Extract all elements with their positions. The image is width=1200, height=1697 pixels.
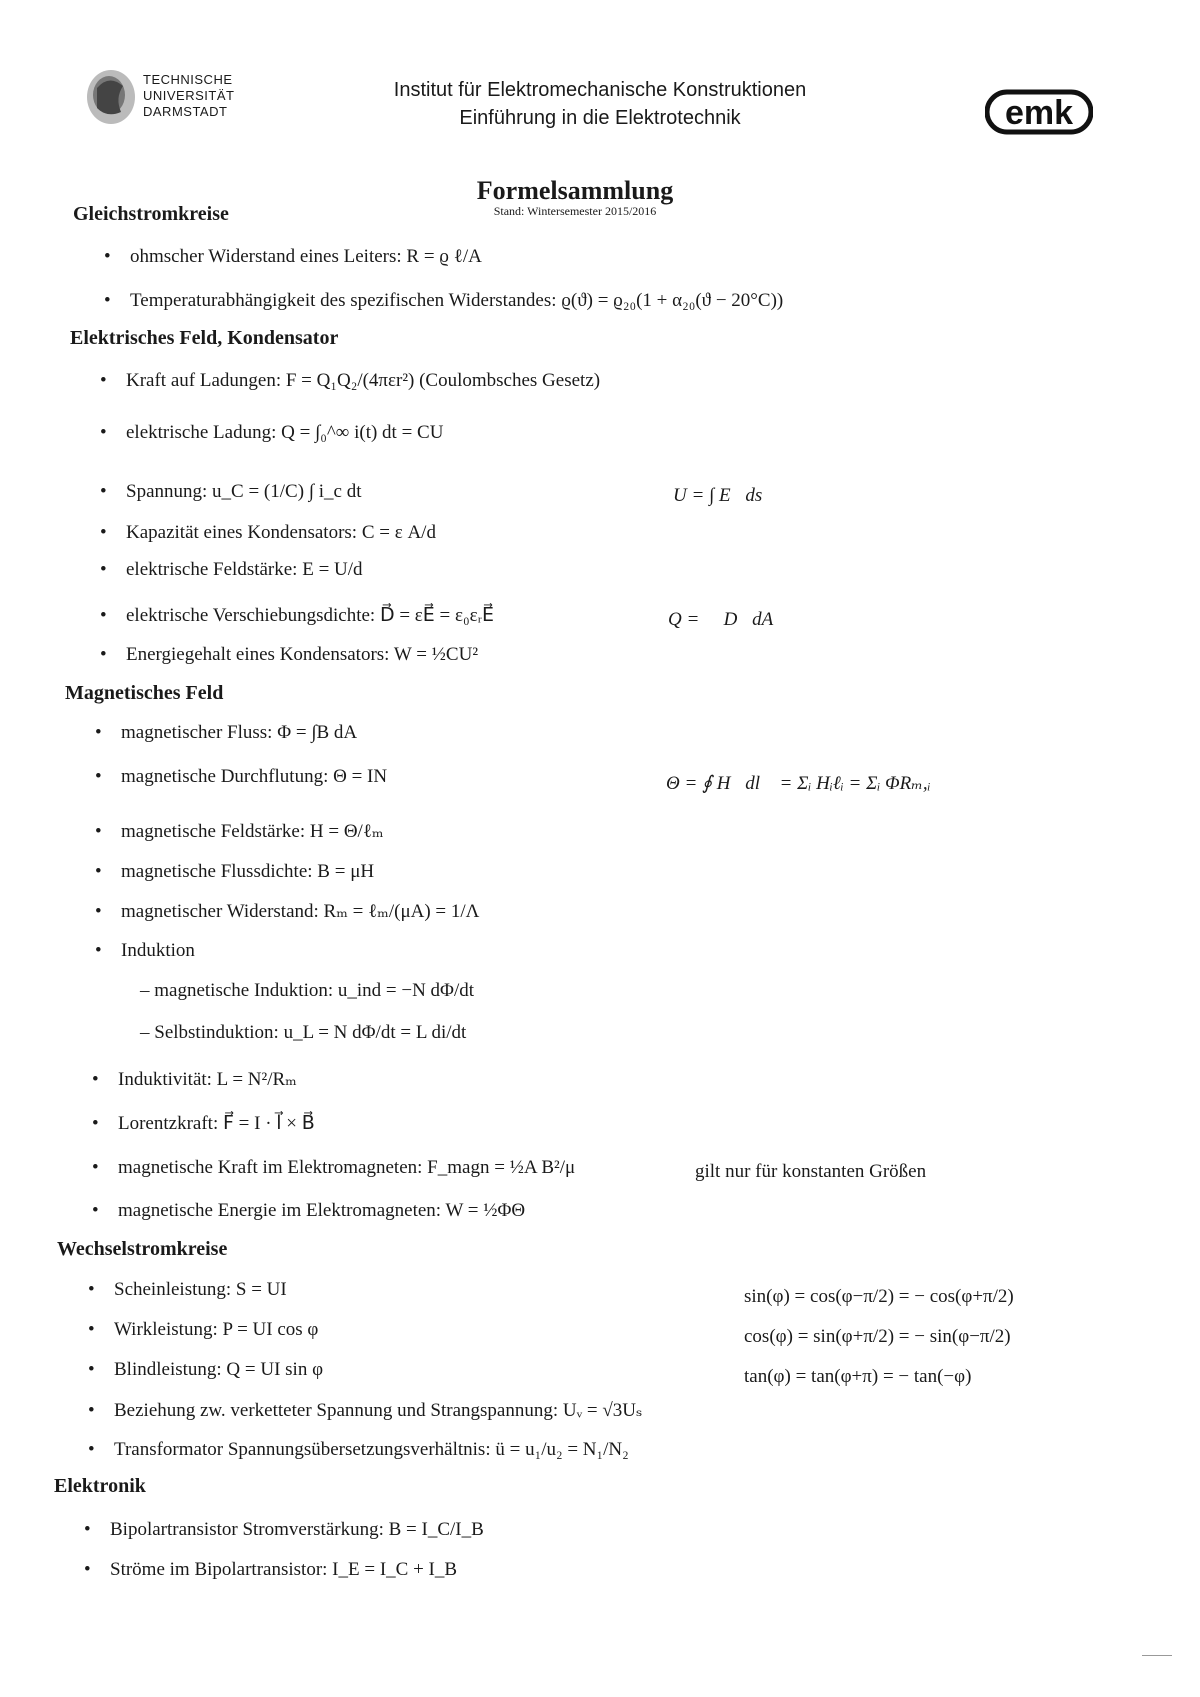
formula-item: • Temperaturabhängigkeit des spezifischen Widerstandes: ϱ(ϑ) = ϱ₂₀(1 + α₂₀(ϑ − 20°C)) (104, 290, 784, 311)
formula-item: • Kraft auf Ladungen: F = Q₁Q₂/(4πεr²) (Coulombsches Gesetz) (100, 370, 601, 391)
formula-item: • Induktivität: L = N²/Rₘ (92, 1069, 297, 1090)
section-heading-wechselstromkreise: Wechselstromkreise (57, 1238, 228, 1260)
formula-right: cos(φ) = sin(φ+π/2) = − sin(φ−π/2) (744, 1326, 1011, 1347)
formula-right: Q = ∮ D⃗dA⃗ (668, 609, 788, 630)
formula-item: • magnetische Durchflutung: Θ = IN (95, 766, 388, 787)
formula-item: • Wirkleistung: P = UI cos φ (88, 1319, 319, 1340)
formula-item: • Blindleistung: Q = UI sin φ (88, 1359, 324, 1380)
course-name: Einführung in die Elektrotechnik (459, 107, 741, 129)
university-name: TECHNISCHE UNIVERSITÄT DARMSTADT (143, 72, 235, 119)
university-logo (85, 64, 265, 134)
formula-item: • Scheinleistung: S = UI (88, 1279, 287, 1300)
document-subtitle: Stand: Wintersemester 2015/2016 (493, 204, 657, 218)
formula-item: • Beziehung zw. verketteter Spannung und Strangspannung: Uᵥ = √3Uₛ (88, 1400, 643, 1421)
formula-right: U = ∫ E⃗ds⃗ (673, 485, 778, 506)
formula-item: • Ströme im Bipolartransistor: I_E = I_C + I_B (84, 1559, 458, 1580)
emk-logo (985, 86, 1093, 138)
formula-item: • magnetische Energie im Elektromagneten: W = ½ΦΘ (92, 1200, 526, 1221)
svg-text:emk: emk (1004, 94, 1074, 132)
formula-right: tan(φ) = tan(φ+π) = − tan(−φ) (744, 1366, 972, 1387)
formula-item: • Bipolartransistor Stromverstärkung: B = I_C/I_B (84, 1519, 484, 1540)
formula-item: • elektrische Ladung: Q = ∫₀^∞ i(t) dt = CU (100, 422, 444, 443)
formula-item: • elektrische Feldstärke: E = U/d (100, 559, 363, 580)
emk-logo-icon (985, 86, 1093, 138)
formula-note: gilt nur für konstanten Größen (695, 1161, 927, 1182)
institute-name: Institut für Elektromechanische Konstruktionen (393, 79, 807, 101)
formula-item: • Spannung: u_C = (1/C) ∫ i_c dt (100, 481, 362, 502)
formula-item: • magnetischer Widerstand: Rₘ = ℓₘ/(μA) = 1/Λ (95, 901, 480, 922)
formula-subitem: – Selbstinduktion: u_L = N dΦ/dt = L di/dt (140, 1022, 467, 1043)
institute-header (360, 76, 840, 132)
formula-item: • Kapazität eines Kondensators: C = ε A/d (100, 522, 436, 543)
formula-subitem: – magnetische Induktion: u_ind = −N dΦ/dt (140, 980, 475, 1001)
document-title: Formelsammlung (476, 176, 674, 205)
formula-item: • Transformator Spannungsübersetzungsverhältnis: ü = u₁/u₂ = N₁/N₂ (88, 1439, 629, 1460)
formula-right: Θ = ∮ H⃗dl⃗ = Σᵢ Hᵢℓᵢ = Σᵢ ΦRₘ,ᵢ (666, 773, 931, 794)
formula-item: • Lorentzkraft: F⃗ = I · l⃗ × B⃗ (92, 1113, 315, 1134)
document-title-block (430, 176, 720, 219)
formula-item: • magnetische Flussdichte: B = μH (95, 861, 375, 882)
formula-item: • ohmscher Widerstand eines Leiters: R = ϱ ℓ/A (104, 246, 482, 267)
formula-item: • magnetischer Fluss: Φ = ∫B dA (95, 722, 358, 743)
formula-item: • elektrische Verschiebungsdichte: D⃗ = εE⃗ = ε₀εᵣE⃗ (100, 605, 494, 626)
formula-item: • magnetische Feldstärke: H = Θ/ℓₘ (95, 821, 384, 842)
athena-seal-icon (85, 68, 137, 126)
section-heading-gleichstromkreise: Gleichstromkreise (73, 203, 229, 225)
section-heading-magnetisches-feld: Magnetisches Feld (65, 682, 224, 704)
section-heading-elektronik: Elektronik (54, 1475, 146, 1497)
formula-right: sin(φ) = cos(φ−π/2) = − cos(φ+π/2) (744, 1286, 1014, 1307)
formula-item: • magnetische Kraft im Elektromagneten: F_magn = ½A B²/μ (92, 1157, 576, 1178)
formula-item: • Induktion (95, 940, 195, 961)
scan-mark (1142, 1655, 1172, 1656)
section-heading-elektrisches-feld: Elektrisches Feld, Kondensator (70, 327, 339, 349)
formula-item: • Energiegehalt eines Kondensators: W = ½CU² (100, 644, 479, 665)
